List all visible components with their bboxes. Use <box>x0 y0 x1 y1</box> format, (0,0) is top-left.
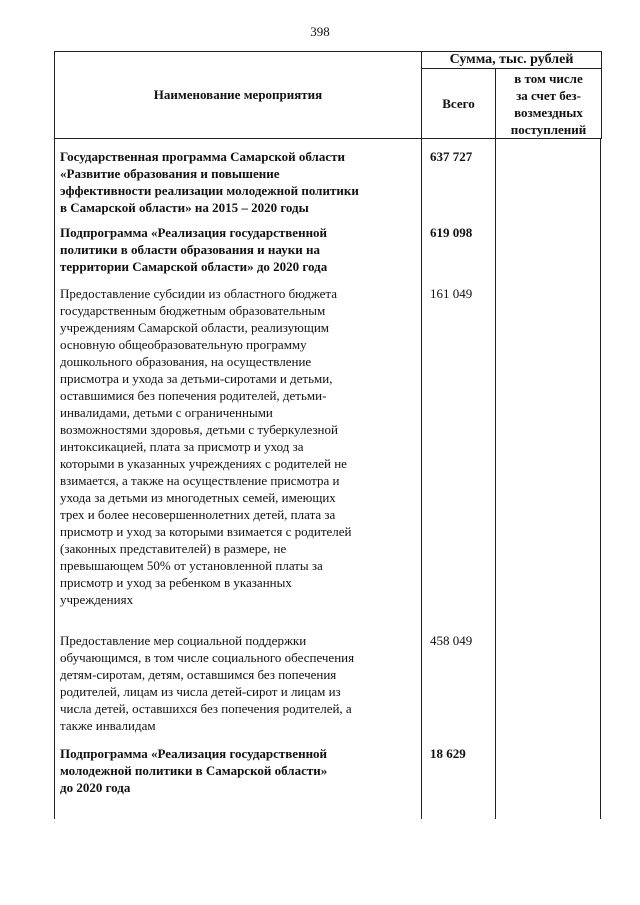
row-name-line: Предоставление субсидии из областного бюджета <box>60 286 338 301</box>
row-total: 458 049 <box>430 633 473 648</box>
row-total: 18 629 <box>430 746 466 761</box>
row-name-line: интоксикацией, плата за присмотр и уход за <box>60 439 304 454</box>
row-name-line: присмотр и уход за ребенком в указанных <box>60 575 292 590</box>
row-total: 637 727 <box>430 149 473 164</box>
name-column-header: Наименование мероприятия <box>55 52 422 139</box>
row-name-line: возможностями здоровья, детьми с туберкулезной <box>60 422 338 437</box>
table-border-left <box>54 139 55 819</box>
row-name-line: дошкольного образования, на осуществление <box>60 354 312 369</box>
row-name <box>60 224 400 275</box>
row-total: 619 098 <box>430 225 473 240</box>
table-divider-name <box>421 139 422 819</box>
table-body <box>54 139 601 819</box>
row-name-line: государственным бюджетным образовательным <box>60 303 326 318</box>
row-name-line: «Развитие образования и повышение <box>60 166 280 181</box>
row-name <box>60 632 400 734</box>
row-name-line: Подпрограмма «Реализация государственной <box>60 225 328 240</box>
row-name-line: до 2020 года <box>60 780 131 795</box>
row-name-line: Государственная программа Самарской области <box>60 149 345 164</box>
row-name-line: трех и более несовершеннолетних детей, плата за <box>60 507 336 522</box>
row-name-line: территории Самарской области» до 2020 года <box>60 259 328 274</box>
row-name-line: которыми в указанных учреждениях с родителей не <box>60 456 347 471</box>
table-border-right <box>600 139 601 819</box>
row-name-line: детям-сиротам, детям, оставшимся без попечения <box>60 667 337 682</box>
row-name-line: основную общеобразовательную программу <box>60 337 307 352</box>
total-column-header: Всего <box>422 69 496 139</box>
row-total: 161 049 <box>430 286 473 301</box>
row-name-line: Подпрограмма «Реализация государственной <box>60 746 328 761</box>
sum-column-header: Сумма, тыс. рублей <box>422 52 602 69</box>
row-name-line: эффективности реализации молодежной политики <box>60 183 359 198</box>
row-name-line: политики в области образования и науки на <box>60 242 320 257</box>
row-name-line: присмотр и уход за которыми взимается с родителей <box>60 524 352 539</box>
row-name-line: учреждениям Самарской области, реализующим <box>60 320 330 335</box>
table-divider-total <box>495 139 496 819</box>
row-name-line: обучающимся, в том числе социального обеспечения <box>60 650 355 665</box>
grants-column-header <box>496 69 602 139</box>
row-name-line: в Самарской области» на 2015 – 2020 годы <box>60 200 309 215</box>
row-name-line: числа детей, оставшихся без попечения родителей, а <box>60 701 352 716</box>
row-name-line: (законных представителей) в размере, не <box>60 541 287 556</box>
row-name-line: взимается, а также на осуществление присмотра и <box>60 473 340 488</box>
row-name-line: учреждениях <box>60 592 134 607</box>
row-name-line: родителей, лицам из числа детей-сирот и лицам из <box>60 684 341 699</box>
grants-header-line: за счет без- <box>516 87 581 103</box>
row-name-line: оставшимися без попечения родителей, детьми- <box>60 388 327 403</box>
row-name <box>60 148 400 216</box>
page-number: 398 <box>310 24 330 39</box>
row-name-line: ухода за детьми из многодетных семей, имеющих <box>60 490 336 505</box>
row-name <box>60 745 400 796</box>
row-name-line: инвалидами, детьми с ограниченными <box>60 405 273 420</box>
grants-header-line: возмездных <box>514 104 583 120</box>
grants-header-line: поступлений <box>510 121 587 137</box>
row-name-line: также инвалидам <box>60 718 156 733</box>
row-name-line: Предоставление мер социальной поддержки <box>60 633 307 648</box>
row-name-line: молодежной политики в Самарской области» <box>60 763 328 778</box>
row-name-line: превышающем 50% от установленной платы за <box>60 558 323 573</box>
row-name <box>60 285 400 608</box>
row-name-line: присмотра и ухода за детьми-сиротами и детьми, <box>60 371 333 386</box>
table-header <box>54 51 602 139</box>
grants-header-line: в том числе <box>514 70 583 86</box>
